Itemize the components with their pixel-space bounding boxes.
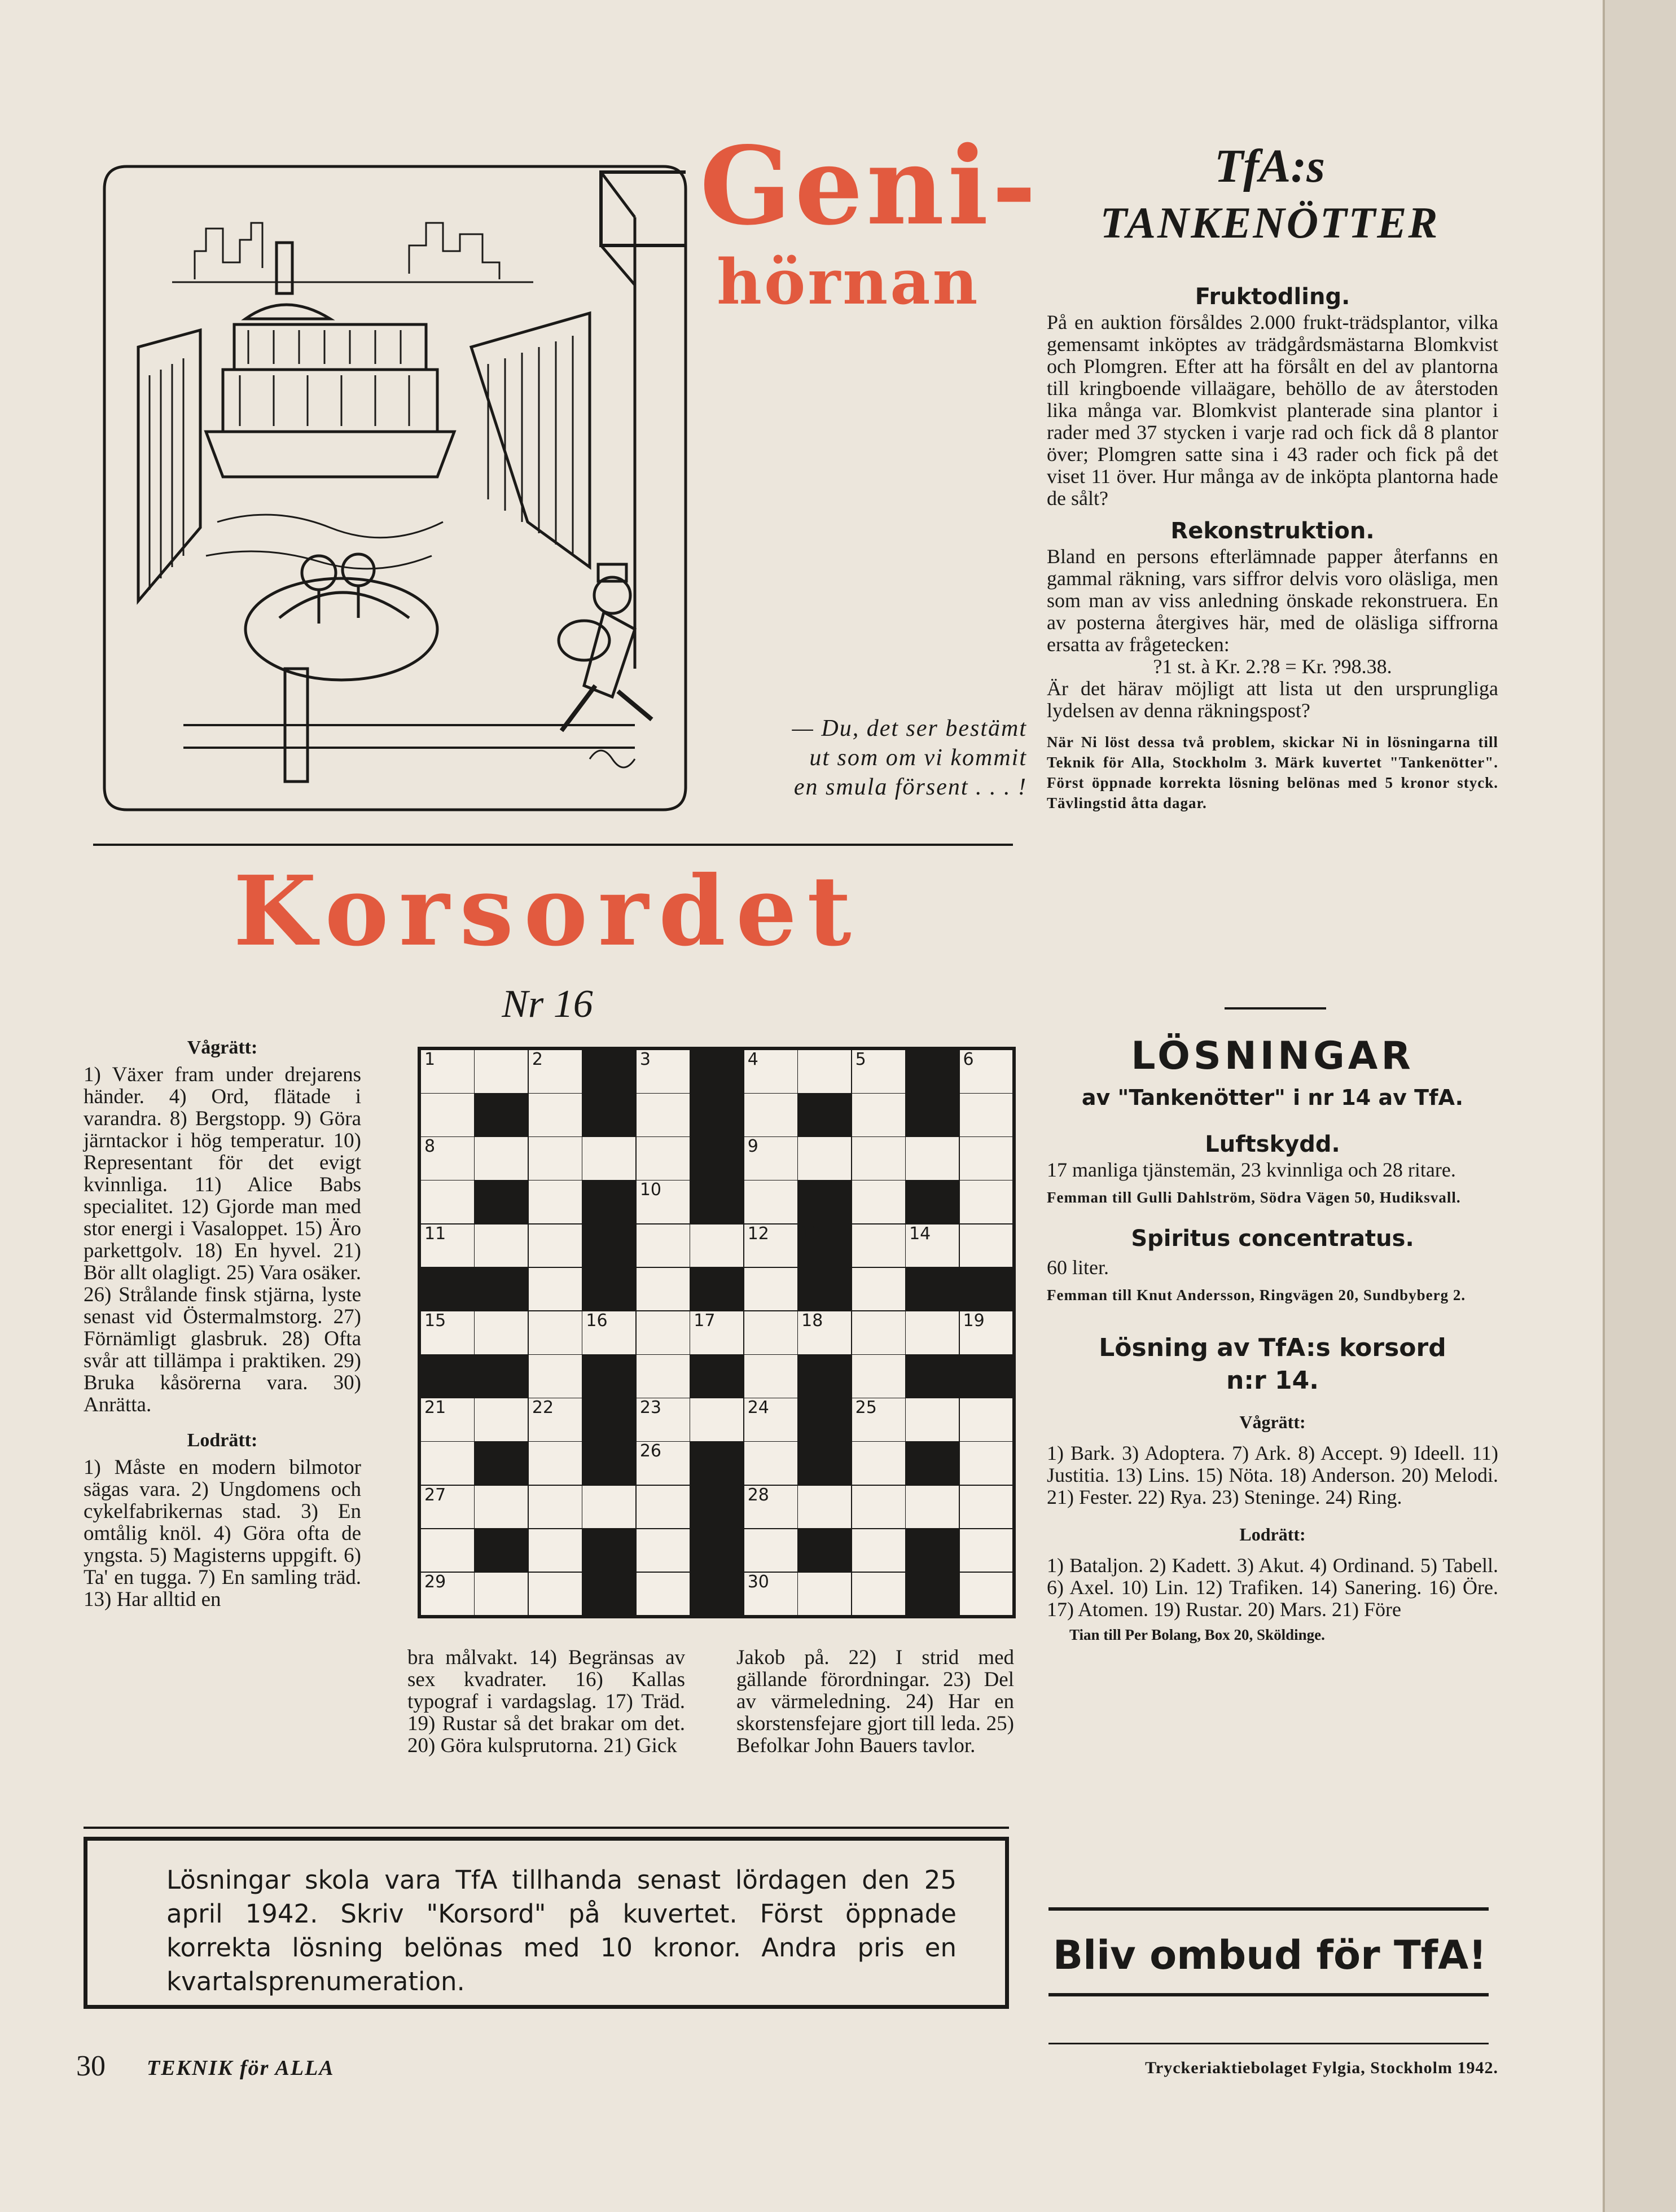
divider-ombud-top bbox=[1048, 1907, 1489, 1911]
crossword-clue-number: 30 bbox=[747, 1572, 769, 1592]
crossword-white-cell bbox=[636, 1485, 690, 1529]
crossword-black-cell bbox=[582, 1267, 636, 1311]
crossword-black-cell bbox=[474, 1180, 528, 1224]
crossword-white-cell bbox=[959, 1441, 1014, 1485]
crossword-black-cell bbox=[582, 1398, 636, 1442]
crossword-white-cell bbox=[636, 1311, 690, 1355]
vagratt-heading: Vågrätt: bbox=[187, 1037, 258, 1058]
crossword-white-cell bbox=[582, 1136, 636, 1180]
crossword-black-cell bbox=[905, 1267, 959, 1311]
crossword-black-cell bbox=[474, 1441, 528, 1485]
crossword-black-cell bbox=[474, 1354, 528, 1398]
crossword-white-cell bbox=[528, 1050, 582, 1094]
crossword-white-cell bbox=[528, 1311, 582, 1355]
crossword-white-cell bbox=[744, 1485, 798, 1529]
crossword-black-cell bbox=[690, 1485, 744, 1529]
crossword-clue-number: 23 bbox=[639, 1398, 661, 1418]
crossword-white-cell bbox=[959, 1050, 1014, 1094]
crossword-white-cell bbox=[636, 1441, 690, 1485]
fruktodling-heading: Fruktodling. bbox=[1195, 284, 1350, 310]
crossword-black-cell bbox=[797, 1093, 852, 1137]
crossword-white-cell bbox=[636, 1529, 690, 1573]
losningar-title: LÖSNINGAR bbox=[1131, 1034, 1414, 1078]
crossword-white-cell bbox=[744, 1354, 798, 1398]
crossword-black-cell bbox=[905, 1050, 959, 1094]
crossword-white-cell bbox=[959, 1093, 1014, 1137]
magazine-name: TEKNIK för ALLA bbox=[147, 2056, 335, 2080]
cartoon-caption bbox=[734, 714, 1027, 802]
crossword-white-cell bbox=[797, 1311, 852, 1355]
crossword-black-cell bbox=[582, 1441, 636, 1485]
crossword-white-cell bbox=[420, 1180, 475, 1224]
crossword-clue-number: 13 bbox=[801, 1223, 823, 1243]
crossword-white-cell bbox=[744, 1441, 798, 1485]
spiritus-prize: Femman till Knut Andersson, Ringvägen 20, Sundbyberg 2. bbox=[1047, 1287, 1466, 1304]
crossword-black-cell bbox=[420, 1267, 475, 1311]
luftskydd-text: 17 manliga tjänstemän, 23 kvinnliga och 28 ritare. bbox=[1047, 1158, 1456, 1181]
crossword-white-cell bbox=[852, 1441, 906, 1485]
crossword-white-cell bbox=[905, 1398, 959, 1442]
crossword-white-cell bbox=[420, 1485, 475, 1529]
crossword-black-cell bbox=[690, 1136, 744, 1180]
divider-footer bbox=[1048, 2043, 1489, 2044]
crossword-white-cell bbox=[744, 1224, 798, 1268]
luftskydd-prize: Femman till Gulli Dahlström, Södra Vägen 50, Hudiksvall. bbox=[1047, 1189, 1461, 1206]
crossword-clue-number: 16 bbox=[586, 1310, 608, 1331]
rekonstruktion-formula: ?1 st. à Kr. 2.?8 = Kr. ?98.38. bbox=[1153, 655, 1392, 678]
crossword-white-cell bbox=[528, 1572, 582, 1616]
crossword-black-cell bbox=[690, 1050, 744, 1094]
crossword-white-cell bbox=[959, 1224, 1014, 1268]
clues-left-column bbox=[84, 1035, 361, 1610]
ferry-cartoon-drawing bbox=[93, 161, 708, 815]
crossword-white-cell bbox=[474, 1050, 528, 1094]
crossword-clue-number: 8 bbox=[424, 1136, 436, 1157]
crossword-white-cell bbox=[582, 1311, 636, 1355]
crossword-white-cell bbox=[744, 1572, 798, 1616]
crossword-clue-number: 15 bbox=[424, 1310, 446, 1331]
crossword-white-cell bbox=[636, 1224, 690, 1268]
crossword-black-cell bbox=[582, 1180, 636, 1224]
crossword-white-cell bbox=[797, 1572, 852, 1616]
crossword-white-cell bbox=[744, 1093, 798, 1137]
crossword-clue-number: 11 bbox=[424, 1223, 446, 1244]
crossword-black-cell bbox=[474, 1267, 528, 1311]
crossword-white-cell bbox=[420, 1572, 475, 1616]
adjacent-page-edge bbox=[1603, 0, 1676, 2212]
crossword-black-cell bbox=[690, 1093, 744, 1137]
crossword-black-cell bbox=[797, 1529, 852, 1573]
crossword-white-cell bbox=[420, 1398, 475, 1442]
crossword-white-cell bbox=[744, 1267, 798, 1311]
crossword-black-cell bbox=[959, 1267, 1014, 1311]
lodratt-clues-part2: bra målvakt. 14) Begränsas av sex kvadrater. 16) Kallas typograf i vardagslag. 17) Träd. 19) Rustar så det brakar om det. 20) Göra kulsprutorna. 21) Gick bbox=[407, 1646, 685, 1757]
crossword-black-cell bbox=[582, 1050, 636, 1094]
crossword-white-cell bbox=[797, 1136, 852, 1180]
crossword-clue-number: 18 bbox=[801, 1310, 823, 1331]
crossword-white-cell bbox=[528, 1485, 582, 1529]
solution-lodratt-heading: Lodrätt: bbox=[1239, 1524, 1306, 1544]
divider-above-box bbox=[84, 1827, 1009, 1829]
crossword-clue-number: 14 bbox=[909, 1223, 931, 1244]
crossword-clue-number: 28 bbox=[747, 1485, 769, 1505]
crossword-white-cell bbox=[690, 1398, 744, 1442]
crossword-white-cell bbox=[797, 1050, 852, 1094]
crossword-white-cell bbox=[636, 1267, 690, 1311]
crossword-white-cell bbox=[852, 1267, 906, 1311]
crossword-clue-number: 21 bbox=[424, 1398, 446, 1418]
crossword-white-cell bbox=[582, 1485, 636, 1529]
crossword-black-cell bbox=[797, 1180, 852, 1224]
crossword-white-cell bbox=[636, 1398, 690, 1442]
crossword-white-cell bbox=[690, 1224, 744, 1268]
crossword-clue-number: 24 bbox=[747, 1398, 769, 1418]
crossword-black-cell bbox=[690, 1441, 744, 1485]
korsord-solution-heading-1: Lösning av TfA:s korsord bbox=[1099, 1333, 1446, 1362]
crossword-clue-number: 10 bbox=[639, 1180, 661, 1200]
crossword-white-cell bbox=[636, 1050, 690, 1094]
crossword-black-cell bbox=[690, 1572, 744, 1616]
korsord-solution-heading-2: n:r 14. bbox=[1226, 1366, 1319, 1395]
rekonstruktion-heading: Rekonstruktion. bbox=[1170, 518, 1375, 544]
solution-lodratt-text: 1) Bataljon. 2) Kadett. 3) Akut. 4) Ordinand. 5) Tabell. 6) Axel. 10) Lin. 12) Trafiken. 14) Sanering. 16) Öre. 17) Atomen. 19) Rustar. 20) Mars. 21) Före bbox=[1047, 1554, 1498, 1621]
divider-short bbox=[1225, 1007, 1326, 1010]
crossword-clue-number: 17 bbox=[694, 1310, 716, 1331]
tankenotter-title-line2: TANKENÖTTER bbox=[1100, 198, 1440, 247]
crossword-white-cell bbox=[636, 1180, 690, 1224]
crossword-white-cell bbox=[744, 1529, 798, 1573]
crossword-grid bbox=[418, 1047, 1016, 1618]
submission-box bbox=[84, 1837, 1009, 2009]
crossword-white-cell bbox=[528, 1267, 582, 1311]
korsordet-title: Korsordet bbox=[233, 855, 862, 968]
crossword-clue-number: 1 bbox=[424, 1050, 436, 1069]
crossword-white-cell bbox=[474, 1136, 528, 1180]
crossword-white-cell bbox=[852, 1354, 906, 1398]
ombud-banner: Bliv ombud för TfA! bbox=[1052, 1932, 1487, 1978]
crossword-white-cell bbox=[528, 1093, 582, 1137]
crossword-white-cell bbox=[905, 1485, 959, 1529]
crossword-black-cell bbox=[690, 1529, 744, 1573]
crossword-white-cell bbox=[852, 1485, 906, 1529]
crossword-white-cell bbox=[420, 1311, 475, 1355]
losningar-subtitle: av "Tankenötter" i nr 14 av TfA. bbox=[1081, 1085, 1464, 1110]
crossword-black-cell bbox=[905, 1529, 959, 1573]
crossword-white-cell bbox=[474, 1311, 528, 1355]
geni-title-line2: hörnan bbox=[717, 245, 980, 318]
lodratt-clues-part1: 1) Måste en modern bilmotor sägas vara. 2) Ungdomens och cykelfabrikernas stad. 3) En omtålig knöl. 4) Göra ofta de yngsta. 5) Magisterns uppgift. 6) Ta' en tugga. 7) En samling träd. 13) Har alltid en bbox=[84, 1456, 361, 1611]
solution-vagratt-heading: Vågrätt: bbox=[1239, 1412, 1306, 1432]
crossword-white-cell bbox=[852, 1093, 906, 1137]
crossword-white-cell bbox=[959, 1529, 1014, 1573]
crossword-white-cell bbox=[474, 1224, 528, 1268]
crossword-white-cell bbox=[636, 1136, 690, 1180]
crossword-black-cell bbox=[582, 1354, 636, 1398]
crossword-white-cell bbox=[852, 1398, 906, 1442]
crossword-clue-number: 4 bbox=[747, 1050, 758, 1069]
crossword-white-cell bbox=[420, 1529, 475, 1573]
lodratt-heading: Lodrätt: bbox=[187, 1430, 258, 1451]
crossword-black-cell bbox=[905, 1093, 959, 1137]
crossword-white-cell bbox=[636, 1572, 690, 1616]
crossword-white-cell bbox=[420, 1050, 475, 1094]
page-number: 30 bbox=[76, 2050, 106, 2082]
crossword-white-cell bbox=[744, 1180, 798, 1224]
crossword-white-cell bbox=[474, 1398, 528, 1442]
caption-line-2: ut som om vi kommit bbox=[809, 745, 1027, 771]
crossword-white-cell bbox=[528, 1224, 582, 1268]
rekonstruktion-text: Bland en persons efterlämnade papper återfanns en gammal räkning, vars siffror delvis voro oläsliga, men som man av viss anledning önskade rekonstruera. En av posterna återgives här, med de oläsliga siffrorna ersatta av frågetecken: bbox=[1047, 545, 1498, 656]
spiritus-heading: Spiritus concentratus. bbox=[1131, 1226, 1414, 1252]
crossword-number: Nr 16 bbox=[502, 982, 593, 1026]
crossword-white-cell bbox=[959, 1485, 1014, 1529]
crossword-white-cell bbox=[636, 1093, 690, 1137]
submission-text: Lösningar skola vara TfA tillhanda senast lördagen den 25 april 1942. Skriv "Korsord" på kuvertet. Först öppnade korrekta lösning belönas med 10 kronor. Andra pris en kvartalsprenumeration. bbox=[166, 1865, 957, 1996]
crossword-white-cell bbox=[744, 1136, 798, 1180]
solution-vagratt-text: 1) Bark. 3) Adoptera. 7) Ark. 8) Accept. 9) Ideell. 11) Justitia. 13) Lins. 15) Nöta. 18) Anderson. 20) Melodi. 21) Fester. 22) Rya. 23) Steninge. 24) Ring. bbox=[1047, 1442, 1498, 1508]
crossword-white-cell bbox=[959, 1572, 1014, 1616]
crossword-black-cell bbox=[905, 1354, 959, 1398]
crossword-cells bbox=[420, 1050, 1013, 1616]
crossword-black-cell bbox=[797, 1354, 852, 1398]
crossword-clue-number: 19 bbox=[963, 1310, 985, 1331]
crossword-clue-number: 6 bbox=[963, 1050, 974, 1069]
tankenotter-footer: När Ni löst dessa två problem, skickar Ni in lösningarna till Teknik för Alla, Stockholm 3. Märk kuvertet "Tankenötter". Först öppnade korrekta lösning belönas med 5 kronor styck. Tävlingstid åtta dagar. bbox=[1047, 734, 1498, 811]
divider-ombud-bottom bbox=[1048, 1993, 1489, 1996]
crossword-white-cell bbox=[636, 1354, 690, 1398]
crossword-white-cell bbox=[528, 1354, 582, 1398]
crossword-clue-number: 26 bbox=[639, 1441, 661, 1462]
crossword-white-cell bbox=[420, 1441, 475, 1485]
crossword-white-cell bbox=[528, 1180, 582, 1224]
vagratt-clues: 1) Växer fram under drejarens händer. 4) Ord, flätade i varandra. 8) Bergstopp. 9) Göra järntackor i hög temperatur. 10) Representant för det evigt kvinnliga. 11) Alice Babs specialitet. 12) Gjorde man med stor energi i Vasaloppet. 15) Äro parkettgolv. 18) En hyvel. 21) Bör allt olagligt. 25) Vara osäker. 26) Strålande finsk stjärna, lyste senast vid Östermalmstorg. 27) Förnämligt glasbruk. 28) Ofta svår att tillämpa i praktiken. 29) Bruka kåsörerna vara. 30) Anrätta. bbox=[84, 1063, 361, 1416]
crossword-clue-number: 5 bbox=[855, 1050, 866, 1069]
crossword-clue-number: 9 bbox=[747, 1136, 758, 1157]
crossword-white-cell bbox=[474, 1485, 528, 1529]
crossword-white-cell bbox=[474, 1572, 528, 1616]
crossword-white-cell bbox=[528, 1398, 582, 1442]
crossword-black-cell bbox=[582, 1224, 636, 1268]
crossword-clue-number: 29 bbox=[424, 1572, 446, 1592]
crossword-white-cell bbox=[744, 1311, 798, 1355]
crossword-white-cell bbox=[959, 1398, 1014, 1442]
crossword-white-cell bbox=[420, 1224, 475, 1268]
crossword-black-cell bbox=[797, 1267, 852, 1311]
crossword-white-cell bbox=[420, 1136, 475, 1180]
crossword-white-cell bbox=[959, 1136, 1014, 1180]
crossword-white-cell bbox=[690, 1311, 744, 1355]
crossword-black-cell bbox=[959, 1354, 1014, 1398]
crossword-black-cell bbox=[797, 1441, 852, 1485]
tankenotter-column bbox=[1047, 282, 1498, 813]
crossword-black-cell bbox=[905, 1180, 959, 1224]
crossword-black-cell bbox=[420, 1354, 475, 1398]
crossword-white-cell bbox=[905, 1136, 959, 1180]
crossword-white-cell bbox=[852, 1180, 906, 1224]
crossword-white-cell bbox=[852, 1529, 906, 1573]
crossword-white-cell bbox=[528, 1441, 582, 1485]
crossword-white-cell bbox=[852, 1136, 906, 1180]
crossword-white-cell bbox=[852, 1050, 906, 1094]
spiritus-text: 60 liter. bbox=[1047, 1256, 1109, 1279]
crossword-clue-number: 3 bbox=[639, 1050, 651, 1069]
crossword-black-cell bbox=[582, 1529, 636, 1573]
losningar-column bbox=[1047, 1033, 1498, 1644]
crossword-black-cell bbox=[690, 1267, 744, 1311]
crossword-white-cell bbox=[852, 1311, 906, 1355]
solution-prize: Tian till Per Bolang, Box 20, Sköldinge. bbox=[1069, 1626, 1325, 1643]
crossword-black-cell bbox=[905, 1572, 959, 1616]
crossword-black-cell bbox=[582, 1572, 636, 1616]
crossword-clue-number: 27 bbox=[424, 1485, 446, 1505]
crossword-white-cell bbox=[852, 1224, 906, 1268]
printer-credit: Tryckeriaktiebolaget Fylgia, Stockholm 1942. bbox=[1145, 2059, 1498, 2077]
lodratt-clues-part3: Jakob på. 22) I strid med gällande förordningar. 23) Del av värmeledning. 24) Har en skorstensfejare gjort till leda. 25) Befolkar John Bauers tavlor. bbox=[736, 1646, 1014, 1757]
crossword-white-cell bbox=[797, 1485, 852, 1529]
luftskydd-heading: Luftskydd. bbox=[1205, 1131, 1340, 1157]
crossword-black-cell bbox=[905, 1441, 959, 1485]
crossword-black-cell bbox=[690, 1180, 744, 1224]
crossword-black-cell bbox=[582, 1093, 636, 1137]
crossword-clue-number: 25 bbox=[855, 1398, 877, 1418]
crossword-white-cell bbox=[959, 1311, 1014, 1355]
crossword-black-cell bbox=[474, 1093, 528, 1137]
crossword-clue-number: 2 bbox=[532, 1050, 543, 1069]
crossword-white-cell bbox=[528, 1529, 582, 1573]
divider-left bbox=[93, 844, 1013, 846]
crossword-clue-number: 22 bbox=[532, 1398, 554, 1418]
fruktodling-text: På en auktion försåldes 2.000 frukt-trädsplantor, vilka gemensamt inköptes av trädgårdsmästarna Blomkvist och Plomgren. Efter att ha försålt en del av plantorna till kringboende villaägare, behöllo de av återstoden lika många var. Blomkvist planterade sina plantor i rader med 37 stycken i varje rad och fick då 8 plantor över; Plomgren satte sina i 43 rader och fick på det viset 11 över. Hur många av de inköpta plantorna hade de sålt? bbox=[1047, 311, 1498, 510]
cartoon-illustration bbox=[93, 161, 708, 815]
caption-line-3: en smula försent . . . ! bbox=[793, 774, 1027, 800]
crossword-white-cell bbox=[744, 1050, 798, 1094]
crossword-black-cell bbox=[797, 1398, 852, 1442]
crossword-black-cell bbox=[474, 1529, 528, 1573]
rekonstruktion-text2: Är det härav möjligt att lista ut den ursprungliga lydelsen av denna räkningspost? bbox=[1047, 677, 1498, 722]
crossword-black-cell bbox=[690, 1354, 744, 1398]
crossword-white-cell bbox=[852, 1572, 906, 1616]
crossword-white-cell bbox=[744, 1398, 798, 1442]
crossword-white-cell bbox=[905, 1224, 959, 1268]
geni-title-line1: Geni- bbox=[700, 123, 1040, 249]
crossword-clue-number: 12 bbox=[747, 1223, 769, 1244]
tankenotter-title-line1: TfA:s bbox=[1214, 140, 1325, 192]
crossword-white-cell bbox=[905, 1311, 959, 1355]
crossword-black-cell bbox=[797, 1224, 852, 1268]
caption-line-1: — Du, det ser bestämt bbox=[792, 716, 1027, 741]
crossword-white-cell bbox=[420, 1093, 475, 1137]
crossword-white-cell bbox=[959, 1180, 1014, 1224]
crossword-white-cell bbox=[528, 1136, 582, 1180]
